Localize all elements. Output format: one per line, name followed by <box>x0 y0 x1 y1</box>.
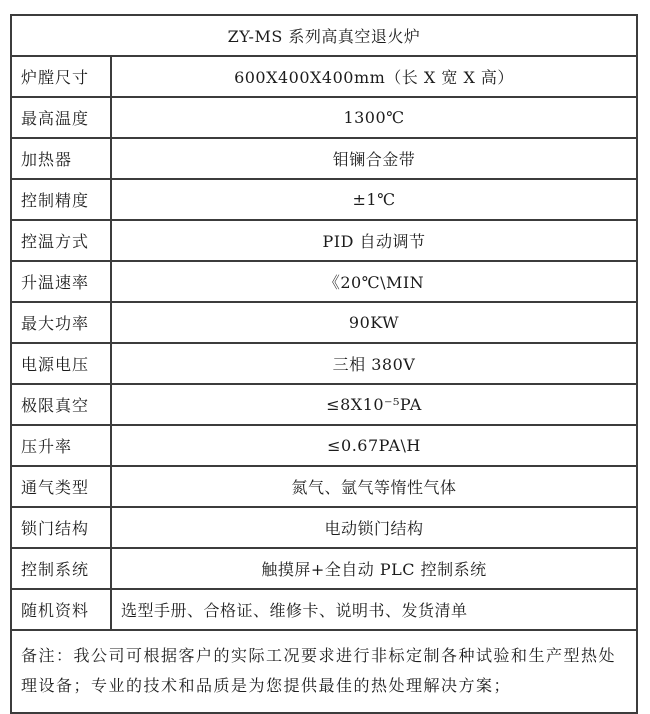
table-row <box>11 589 637 630</box>
spec-value-cell: PID 自动调节 <box>111 220 637 261</box>
spec-label-cell: 最高温度 <box>11 97 111 138</box>
table-row <box>11 261 637 302</box>
table-row <box>11 97 637 138</box>
table-row <box>11 220 637 261</box>
spec-value-cell: 90KW <box>111 302 637 343</box>
spec-value-cell: 钼镧合金带 <box>111 138 637 179</box>
spec-label-cell: 加热器 <box>11 138 111 179</box>
spec-label-cell: 控制系统 <box>11 548 111 589</box>
spec-label-cell: 极限真空 <box>11 384 111 425</box>
spec-label-cell: 锁门结构 <box>11 507 111 548</box>
table-row <box>11 548 637 589</box>
remarks-text: 备注：我公司可根据客户的实际工况要求进行非标定制各种试验和生产型热处理设备；专业的技术和品质是为您提供最佳的热处理解决方案； <box>11 630 637 713</box>
spec-value-cell: 1300℃ <box>111 97 637 138</box>
table-row <box>11 384 637 425</box>
table-header-row <box>11 15 637 56</box>
spec-label-cell: 通气类型 <box>11 466 111 507</box>
spec-value-cell: 氮气、氩气等惰性气体 <box>111 466 637 507</box>
spec-value-cell: ±1℃ <box>111 179 637 220</box>
spec-label-cell: 控制精度 <box>11 179 111 220</box>
spec-value-cell: ≤8X10⁻⁵PA <box>111 384 637 425</box>
spec-value-cell: 选型手册、合格证、维修卡、说明书、发货清单 <box>111 589 637 630</box>
spec-value-cell: 600X400X400mm（长 X 宽 X 高） <box>111 56 637 97</box>
table-row <box>11 343 637 384</box>
table-row <box>11 302 637 343</box>
spec-label-cell: 最大功率 <box>11 302 111 343</box>
spec-value-cell: 电动锁门结构 <box>111 507 637 548</box>
spec-value-cell: 触摸屏+全自动 PLC 控制系统 <box>111 548 637 589</box>
table-row <box>11 466 637 507</box>
product-spec-table <box>10 14 638 714</box>
spec-value-cell: 三相 380V <box>111 343 637 384</box>
spec-label-cell: 升温速率 <box>11 261 111 302</box>
spec-rows <box>11 56 637 630</box>
spec-value-cell: 《20℃\MIN <box>111 261 637 302</box>
spec-label-cell: 压升率 <box>11 425 111 466</box>
table-row <box>11 56 637 97</box>
note-row <box>11 630 637 713</box>
spec-label-cell: 随机资料 <box>11 589 111 630</box>
table-row <box>11 179 637 220</box>
spec-value-cell: ≤0.67PA\H <box>111 425 637 466</box>
table-row <box>11 138 637 179</box>
spec-label-cell: 控温方式 <box>11 220 111 261</box>
table-row <box>11 507 637 548</box>
table-title: ZY-MS 系列高真空退火炉 <box>11 15 637 56</box>
table-row <box>11 425 637 466</box>
spec-label-cell: 电源电压 <box>11 343 111 384</box>
spec-label-cell: 炉膛尺寸 <box>11 56 111 97</box>
